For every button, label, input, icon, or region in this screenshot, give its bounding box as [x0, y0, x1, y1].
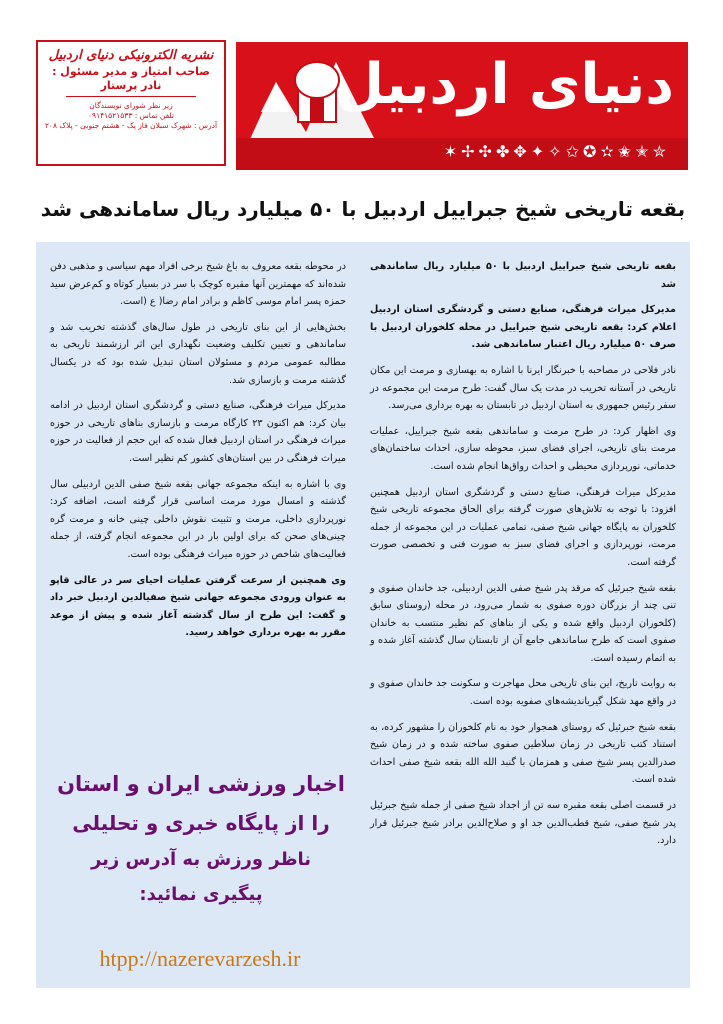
- right-column-paragraph: مدیرکل میراث فرهنگی، صنایع دستی و گردشگری استان اردبیل اعلام کرد: بقعه تاریخی شیخ جبراییل در محله کلخوران اردبیل با صرف ۵۰ میلیارد ریال اعتبار ساماندهی شد.: [370, 304, 676, 351]
- right-column-paragraph: بقعه شیخ جبرئیل که روستای همجوار خود به نام کلخوران را مشهور کرده، به استناد کتب تاریخی در زمان سلاطین صفوی ساخته شده و در زمان شیخ صدرالدین پسر شیخ صفی و همزمان با گنبد الله الله بقعه شیخ صفی احداث شده است.: [370, 721, 676, 786]
- page-title: بقعه تاریخی شیخ جبراییل اردبیل با ۵۰ میلیارد ریال ساماندهی شد: [40, 197, 686, 221]
- right-column-paragraph: به روایت تاریخ، این بنای تاریخی محل مهاجرت و سکونت جد خاندان صفوی و در واقع مهد شکل گیریاندیشه‌های صفویه بوده است.: [370, 678, 676, 708]
- right-column-paragraph: در قسمت اصلی بقعه مقبره سه تن از اجداد شیخ صفی از جمله شیخ جبرئیل پدر شیخ صفی، شیخ قطب‌الدین جد او و صلاح‌الدین برادر شیخ جبرئیل قرار دارد.: [370, 800, 676, 847]
- right-column-paragraph: مدیرکل میراث فرهنگی، صنایع دستی و گردشگری استان اردبیل همچنین افزود: با توجه به تلاش‌های صورت گرفته برای الحاق مجموعه تاریخی شیخ کلخوران به پایگاه جهانی شیخ صفی، تمامی عملیات در این مجموعه از جمله مرمت، نورپردازی و اجرای فضای سبز به صورت فنی و تخصصی صورت گرفته است.: [370, 486, 676, 568]
- owner-label: صاحب امتیاز و مدیر مسئول :: [52, 65, 210, 78]
- publication-name: نشریه الکترونیکی دنیای اردبیل: [48, 48, 214, 63]
- promo-line-3: ناظر ورزش به آدرس زیر: [90, 849, 312, 870]
- right-column-paragraph: بقعه تاریخی شیخ جبراییل اردبیل با ۵۰ میلیارد ریال ساماندهی شد: [370, 261, 677, 290]
- contact-phone: تلفن تماس : ۰۹۱۴۱۵۲۱۵۳۳: [88, 111, 174, 120]
- newsletter-page: [36, 36, 690, 988]
- promo-line-1: اخبار ورزشی ایران و استان: [57, 772, 345, 796]
- promo-block: [46, 764, 356, 912]
- logo-banner: [236, 42, 688, 170]
- left-column-paragraph: وی با اشاره به اینکه مجموعه جهانی بقعه شیخ صفی الدین اردبیلی سال گذشته و امسال مورد مرمت اساسی قرار گرفته است، اضافه کرد: نورپردازی داخلی، مرمت و تثبیت نقوش داخلی چینی خانه و مرمت گره چینی‌های صحن که برای اولین بار در این مجموعه انجام گرفته، از جمله فعالیت‌های شاخص در حوزه میراث فرهنگی بوده است.: [50, 478, 346, 560]
- left-column-paragraph: در محوطه بقعه معروف به باغ شیخ برخی افراد مهم سیاسی و مذهبی دفن شده‌اند که مهمترین آنها مقبره کوچک با سر در بسیار کوتاه و کم‌عرض سید حمزه پسر امام موسی کاظم و برادر امام رضا( ع (است.: [50, 261, 346, 308]
- promo-line-2: را از پایگاه خبری و تحلیلی: [72, 811, 330, 835]
- left-column-paragraph: مدیرکل میراث فرهنگی، صنایع دستی و گردشگری استان اردبیل در ادامه بیان کرد: هم اکنون ۲۳ کارگاه مرمت و بازسازی بناهای تاریخی در حوزه میراث فرهنگی در استان اردبیل فعال شده که این حجم از فعالیت در حوزه میراث فرهنگی در بین استان‌های کشور کم نظیر است.: [50, 400, 347, 464]
- left-column-paragraph: وی همچنین از سرعت گرفتن عملیات احیای سر در عالی قاپو به عنوان ورودی مجموعه جهانی شیخ صفیالدین اردبیل خبر داد و گفت: این طرح از سال گذشته آغاز شده و پیش از موعد مقرر به بهره برداری خواهد رسید.: [50, 574, 346, 639]
- promo-url-link[interactable]: htpp://nazerevarzesh.ir: [99, 946, 301, 971]
- article-column-right: [370, 258, 676, 858]
- right-column-paragraph: نادر فلاحی در مصاحبه با خبرنگار ایرنا با اشاره به بهسازی و مرمت این مکان تاریخی در آستانه تخریب در مدت یک سال گفت: طرح مرمت این مجموعه در سفر رئیس جمهوری به استان اردبیل در تابستان به بهره برداری می‌رسد.: [370, 364, 676, 412]
- publisher-info-box: [36, 40, 226, 166]
- decorative-glyph-row: ✶✢✣✤✥✦✧✩✪✫✬✭✮: [443, 142, 670, 161]
- contact-address: آدرس : شهرک سبلان فاز یک - هشتم جنوبی - پلاک ۲۰۸: [44, 121, 218, 130]
- editorial-board: زیر نظر شورای نویسندگان: [89, 101, 173, 110]
- promo-line-4: پیگیری نمائید:: [139, 884, 263, 905]
- right-column-paragraph: وی اظهار کرد: در طرح مرمت و ساماندهی بقعه شیخ جبراییل، عملیات مرمت بنای تاریخی، اجرای فضای سبز، محوطه سازی، احداث ساختمان‌های خدماتی، نورپردازی محیطی و احداث رواق‌ها انجام شده است.: [370, 425, 676, 472]
- masthead: [36, 36, 690, 176]
- article-column-left: [50, 258, 346, 650]
- left-column-paragraph: بخش‌هایی از این بنای تاریخی در طول سال‌های گذشته تخریب شد و ساماندهی و تعیین تکلیف وضعیت نگهداری این اثر ارزشمند تاریخی به مطالبه عمومی مردم و مسئولان استان تبدیل شده بود که در یکسال گذشته مرمت و بازسازی شد.: [50, 321, 346, 386]
- info-divider: [66, 96, 196, 97]
- logo-title: دنیای اردبیل: [335, 52, 674, 117]
- article-panel: [36, 242, 690, 988]
- right-column-paragraph: بقعه شیخ جبرئیل که مرقد پدر شیخ صفی الدین اردبیلی، جد خاندان صفوی و تنی چند از بزرگان دوره صفوی به شمار می‌رود، در محله (روستای سابق (کلخوران اردبیل واقع شده و یکی از بناهای کم نظیر منتسب به خاندان صفوی است که طرح ساماندهی جامع آن از تابستان سال گذشته آغاز شده و به اتمام رسیده است.: [370, 582, 676, 664]
- owner-name: نادر پرستار: [100, 79, 162, 92]
